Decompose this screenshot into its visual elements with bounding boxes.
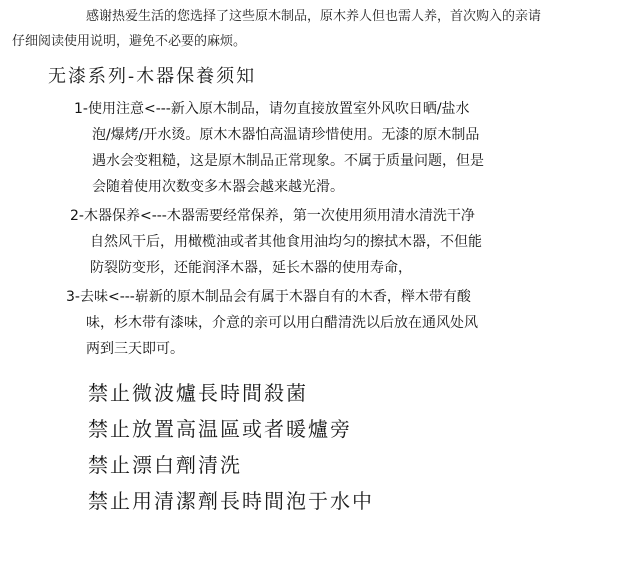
note-odor	[66, 284, 478, 362]
note-line: 味，杉木带有漆味，介意的亲可以用白醋清洗以后放在通风处风	[86, 315, 478, 331]
note-usage	[74, 96, 484, 200]
intro-text	[0, 4, 600, 54]
prohibition-item: 禁止放置高温區或者暖爐旁	[88, 417, 352, 441]
note-line: 两到三天即可。	[86, 341, 184, 357]
note-line: 遇水会变粗糙，这是原木制品正常现象。不属于质量问题，但是	[92, 153, 484, 169]
note-line: 会随着使用次数变多木器会越来越光滑。	[92, 179, 344, 195]
prohibition-item: 禁止微波爐長時間殺菌	[88, 381, 308, 405]
intro-line-2: 仔细阅读使用说明，避免不必要的麻烦。	[12, 34, 247, 49]
note-maintenance	[70, 203, 482, 281]
prohibition-list	[88, 375, 374, 519]
prohibition-item: 禁止漂白劑清洗	[88, 453, 242, 477]
prohibition-item: 禁止用清潔劑長時間泡于水中	[88, 489, 374, 513]
note-line: 3-去味<---崭新的原木制品会有属于木器自有的木香，榉木带有酸	[66, 289, 471, 305]
section-title: 无漆系列-木器保養须知	[48, 66, 257, 87]
note-line: 泡/爆烤/开水烫。原木木器怕高温请珍惜使用。无漆的原木制品	[92, 127, 480, 143]
note-line: 2-木器保养<---木器需要经常保养，第一次使用须用清水清洗干净	[70, 208, 475, 224]
intro-line-1: 感谢热爱生活的您选择了这些原木制品，原木养人但也需人养，首次购入的亲请	[86, 9, 542, 24]
note-line: 自然风干后，用橄榄油或者其他食用油均匀的擦拭木器，不但能	[90, 234, 482, 250]
note-line: 1-使用注意<---新入原木制品，请勿直接放置室外风吹日晒/盐水	[74, 101, 470, 117]
note-line: 防裂防变形，还能润泽木器，延长木器的使用寿命，	[90, 260, 412, 276]
